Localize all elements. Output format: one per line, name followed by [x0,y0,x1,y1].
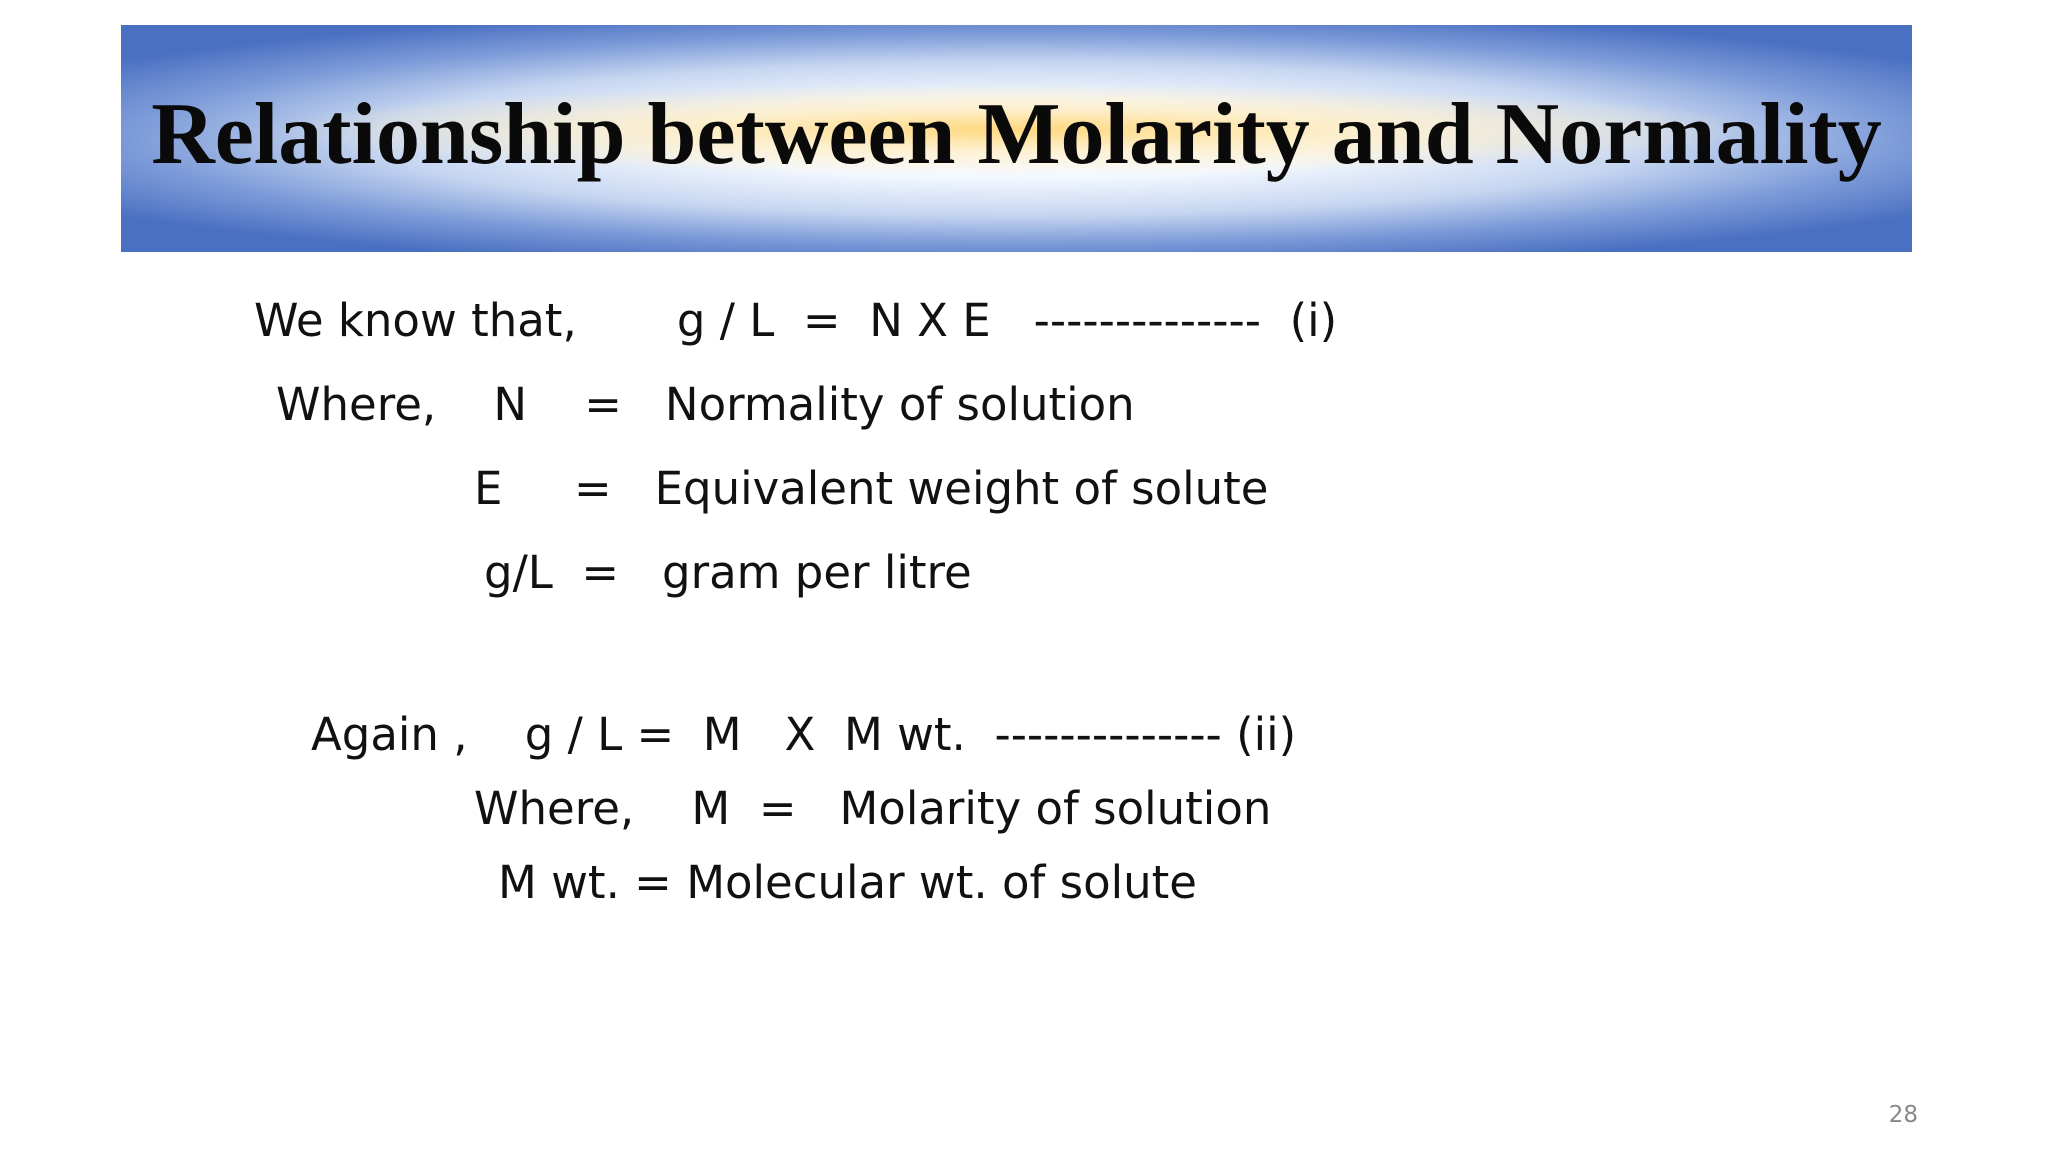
definition-line-e: E = Equivalent weight of solute [474,462,1269,515]
equation-line-1: We know that, g / L = N X E -------------- (i) [254,294,1338,347]
definition-line-mwt: M wt. = Molecular wt. of solute [498,856,1197,909]
equation-line-2: Again , g / L = M X M wt. -------------- (ii) [311,708,1297,761]
definition-line-n: Where, N = Normality of solution [276,378,1135,431]
definition-line-gl: g/L = gram per litre [484,546,972,599]
page-number: 28 [1888,1102,1918,1128]
definition-line-m: Where, M = Molarity of solution [474,782,1272,835]
title-banner [121,25,1912,252]
slide-title: Relationship between Molarity and Normality [151,86,1882,183]
